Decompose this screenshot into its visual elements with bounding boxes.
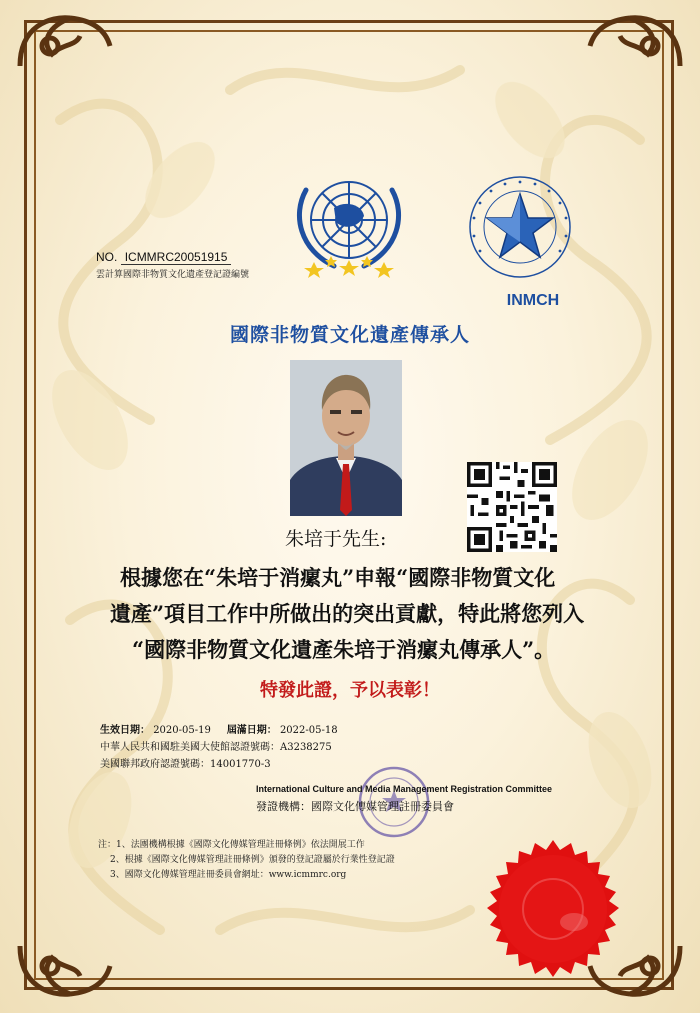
effective-date: 2020-05-19 [153,725,211,736]
expiry-date: 2022-05-18 [279,725,338,736]
certificate-details [100,722,338,773]
corner-ornament-top-left [10,6,120,116]
commendation-text: 特發此證，予以表彰！ [260,680,440,701]
issuer-chinese-name: 發證機構：國際文化傳媒管理註冊委員會 [256,800,454,813]
footnote-3: 3、國際文化傳媒管理註冊委員會網址：www.icmmrc.org [110,870,347,880]
certificate-title: 國際非物質文化遺產傳承人 [229,324,470,346]
expiry-date-label: 屆滿日期： [226,725,277,736]
inmch-star-emblem-icon [465,172,575,282]
date-row [100,722,338,739]
certificate-number-value: ICMMRC20051915 [121,250,232,265]
globe-laurel-emblem-icon [284,170,414,280]
certificate-number [96,250,231,265]
issuer-english-name: International Culture and Media Management Registration Committee [256,784,553,794]
effective-date-label: 生效日期： [100,725,150,736]
inmch-label: INMCH [506,292,560,309]
red-seal-icon [482,838,624,980]
embassy-certification: 中華人民共和國駐美國大使館認證號碼：A3238275 [100,742,332,753]
qr-code[interactable] [467,462,557,552]
footnotes [98,838,395,883]
portrait-illustration [290,360,402,516]
certificate-number-note: 雲計算國際非物質文化遺產登記證編號 [96,270,250,280]
portrait-photo [290,360,402,516]
corner-ornament-bottom-left [10,896,120,1006]
us-government-certification: 美國聯邦政府認證號碼：14001770-3 [100,759,271,770]
certificate-number-label: NO. [96,250,118,264]
corner-ornament-top-right [580,6,690,116]
footnote-1: 注：1、法團機構根據《國際文化傳媒管理註冊條例》依法開展工作 [98,840,365,850]
qr-code-icon [467,462,557,552]
footnote-2: 2、根據《國際文化傳媒管理註冊條例》頒發的登記證屬於行業性登記證 [110,855,395,865]
body-line-1: 根據您在“朱培于消瘰丸”申報“國際非物質文化 [120,565,556,590]
body-line-3: “國際非物質文化遺產朱培于消瘰丸傳承人”。 [132,637,556,662]
certificate-body [110,560,600,668]
body-line-2: 遺產”項目工作中所做出的突出貢獻，特此將您列入 [110,601,585,626]
recipient-greeting: 朱培于先生: [285,528,387,550]
